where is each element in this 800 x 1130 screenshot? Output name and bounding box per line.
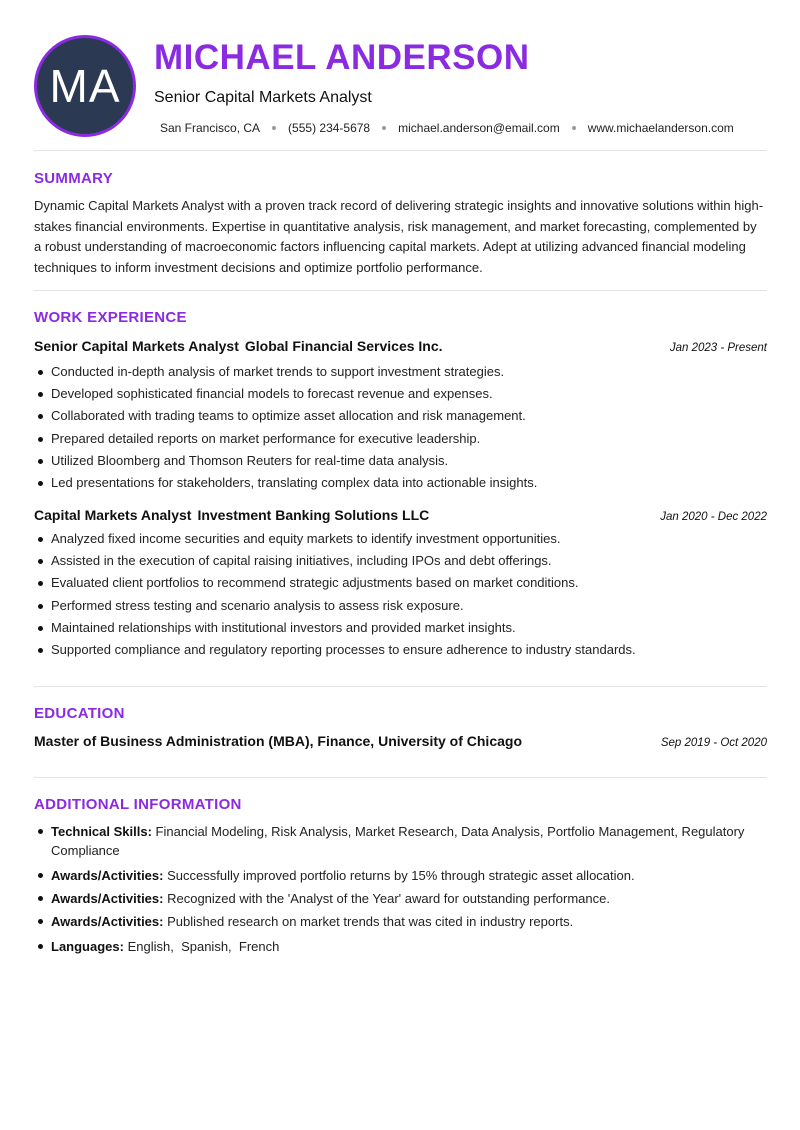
additional-item-label: Awards/Activities: xyxy=(51,891,164,906)
education-dates: Sep 2019 - Oct 2020 xyxy=(660,737,767,749)
avatar xyxy=(34,35,136,137)
additional-item-text: Published research on market trends that was cited in industry reports. xyxy=(167,914,574,929)
job-dates: Jan 2023 - Present xyxy=(669,342,767,354)
contact-bar xyxy=(160,121,734,135)
job-role: Capital Markets Analyst xyxy=(34,507,192,523)
job-role-line xyxy=(34,338,443,354)
job-bullets xyxy=(34,528,767,661)
job-bullet: Led presentations for stakeholders, translating complex data into actionable insights. xyxy=(34,472,767,494)
education-degree: Master of Business Administration (MBA), Finance, University of Chicago xyxy=(34,733,522,749)
additional-item xyxy=(34,889,767,908)
job-dates: Jan 2020 - Dec 2022 xyxy=(660,511,767,523)
additional-item-label: Awards/Activities: xyxy=(51,868,164,883)
job-bullet: Collaborated with trading teams to optimize asset allocation and risk management. xyxy=(34,405,767,427)
job-bullet: Utilized Bloomberg and Thomson Reuters for real-time data analysis. xyxy=(34,450,767,472)
additional-item-text: English, Spanish, French xyxy=(127,939,280,954)
experience-heading: WORK EXPERIENCE xyxy=(34,309,187,326)
additional-item xyxy=(34,822,767,860)
job-header xyxy=(34,507,767,523)
contact-phone: (555) 234-5678 xyxy=(288,121,371,135)
job-bullet: Supported compliance and regulatory reporting processes to ensure adherence to industry standards. xyxy=(34,639,767,661)
section-divider xyxy=(34,150,767,151)
job-bullets xyxy=(34,361,767,494)
contact-email[interactable]: michael.anderson@email.com xyxy=(398,121,560,135)
job-bullet: Performed stress testing and scenario analysis to assess risk exposure. xyxy=(34,595,767,617)
section-divider xyxy=(34,686,767,687)
section-divider xyxy=(34,290,767,291)
job-bullet: Maintained relationships with institutional investors and provided market insights. xyxy=(34,617,767,639)
additional-list xyxy=(34,822,767,956)
summary-text: Dynamic Capital Markets Analyst with a proven track record of delivering strategic insights and innovative solutions within high-stakes financial environments. Expertise in quantitative analysis, risk management, and market forecasting, complemented by a robust understanding of macroeconomic factors influencing capital markets. Adept at utilizing advanced financial modeling techniques to inform investment decisions and optimize portfolio performance. xyxy=(34,198,764,275)
education-heading: EDUCATION xyxy=(34,705,125,722)
section-divider xyxy=(34,777,767,778)
summary-heading: SUMMARY xyxy=(34,170,114,187)
job-role-line xyxy=(34,507,429,523)
job-header xyxy=(34,338,767,354)
additional-item-text: Financial Modeling, Risk Analysis, Market Research, Data Analysis, Portfolio Management, Regulatory Compliance xyxy=(51,824,745,858)
additional-heading: ADDITIONAL INFORMATION xyxy=(34,796,242,813)
job-company: Global Financial Services Inc. xyxy=(244,338,443,354)
separator-dot xyxy=(572,126,576,130)
additional-item-label: Awards/Activities: xyxy=(51,914,164,929)
job-bullet: Conducted in-depth analysis of market trends to support investment strategies. xyxy=(34,361,767,383)
additional-item xyxy=(34,937,767,956)
job-bullet: Developed sophisticated financial models to forecast revenue and expenses. xyxy=(34,383,767,405)
additional-item-label: Technical Skills: xyxy=(51,824,152,839)
additional-item xyxy=(34,866,767,885)
candidate-title: Senior Capital Markets Analyst xyxy=(154,89,372,106)
job-bullet: Assisted in the execution of capital raising initiatives, including IPOs and debt offerings. xyxy=(34,550,767,572)
education-entry xyxy=(34,733,767,749)
job-bullet: Analyzed fixed income securities and equity markets to identify investment opportunities. xyxy=(34,528,767,550)
additional-item-text: Recognized with the 'Analyst of the Year' award for outstanding performance. xyxy=(167,891,610,906)
separator-dot xyxy=(382,126,386,130)
contact-location: San Francisco, CA xyxy=(160,121,261,135)
job-bullet: Evaluated client portfolios to recommend strategic adjustments based on market conditions. xyxy=(34,572,767,594)
avatar-initials: MA xyxy=(49,60,121,112)
job-bullet: Prepared detailed reports on market performance for executive leadership. xyxy=(34,428,767,450)
separator-dot xyxy=(272,126,276,130)
candidate-name: MICHAEL ANDERSON xyxy=(154,38,530,77)
additional-item-text: Successfully improved portfolio returns by 15% through strategic asset allocation. xyxy=(167,868,635,883)
job-role: Senior Capital Markets Analyst xyxy=(34,338,239,354)
job-company: Investment Banking Solutions LLC xyxy=(197,507,430,523)
additional-item xyxy=(34,912,767,931)
additional-item-label: Languages: xyxy=(51,939,124,954)
contact-website[interactable]: www.michaelanderson.com xyxy=(587,121,734,135)
